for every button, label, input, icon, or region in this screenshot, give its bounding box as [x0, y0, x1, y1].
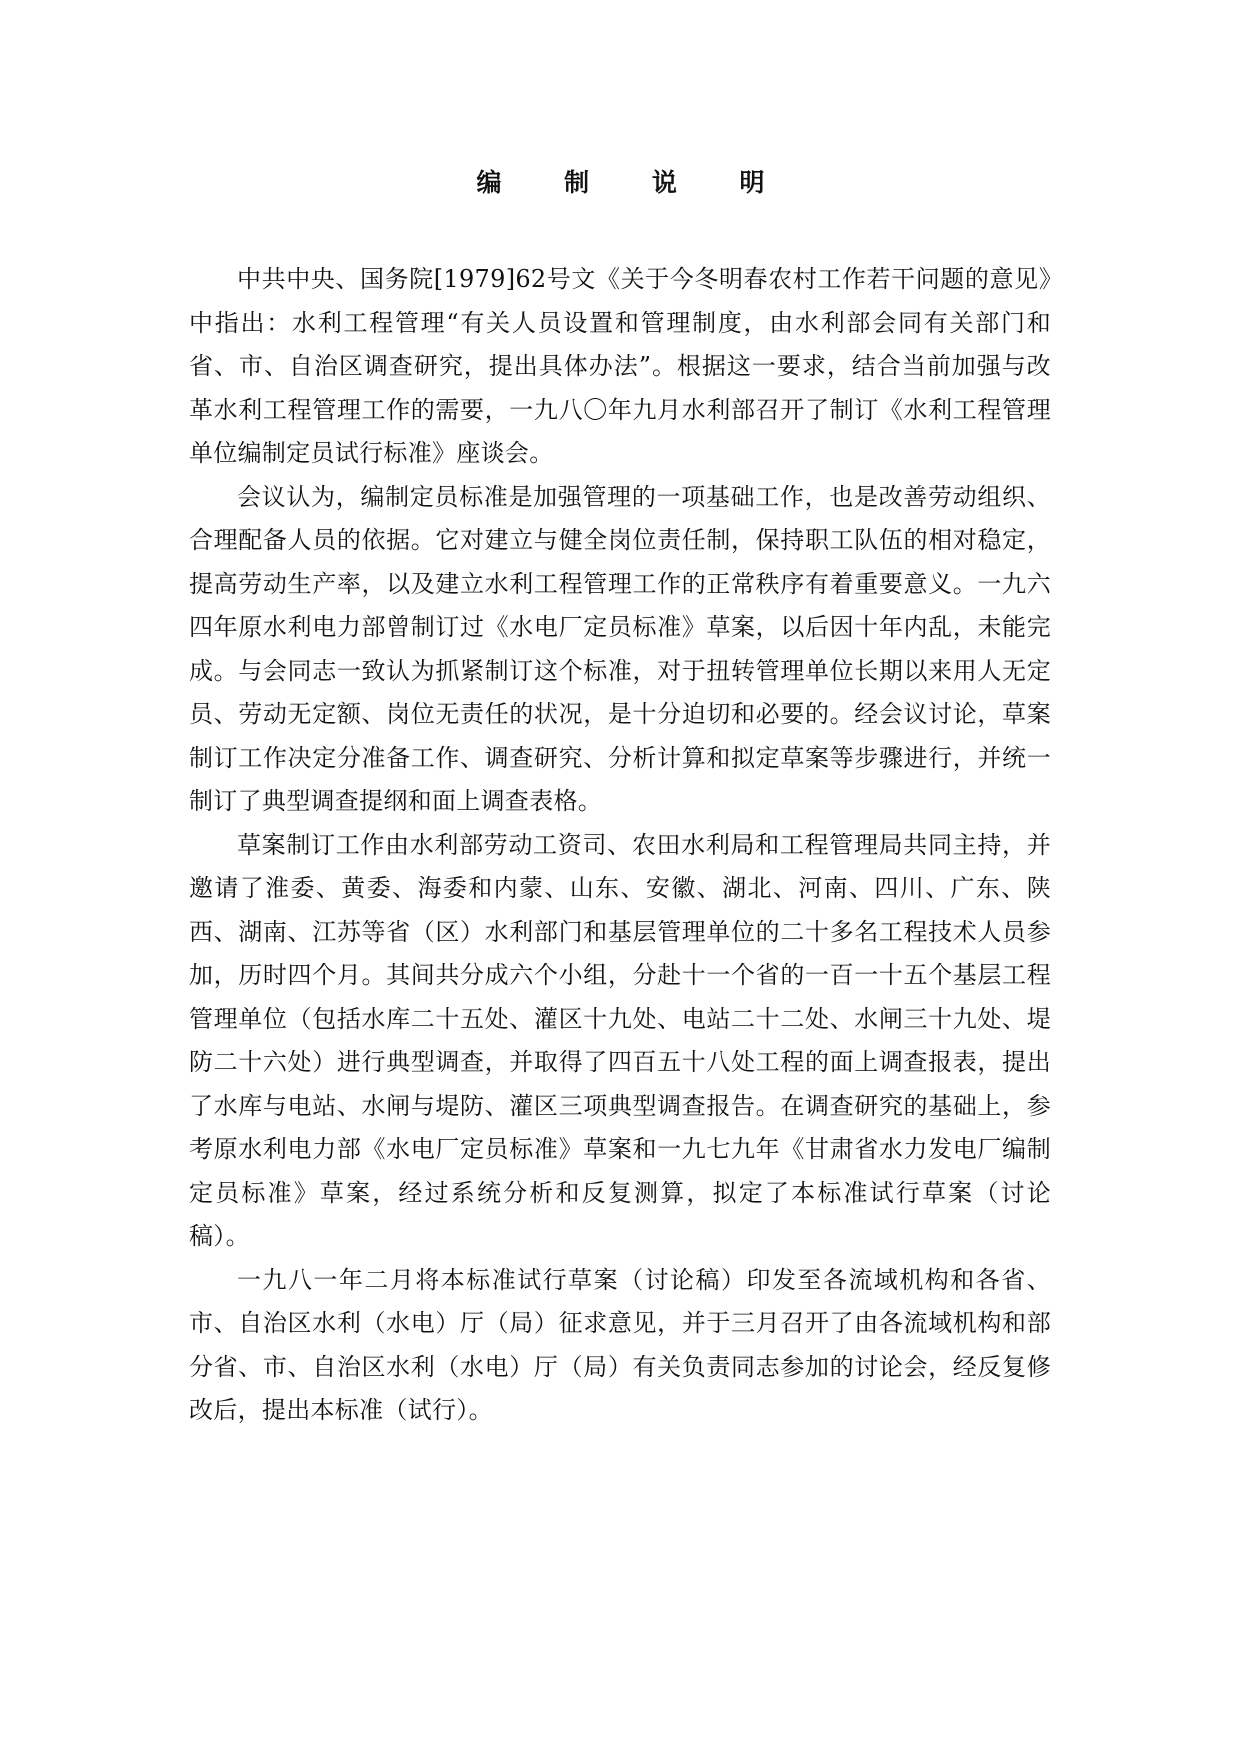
paragraph: 一九八一年二月将本标准试行草案（讨论稿）印发至各流域机构和各省、市、自治区水利（水电）厅（局）征求意见，并于三月召开了由各流域机构和部分省、市、自治区水利（水电）厅（局）有关负责同志参加的讨论会，经反复修改后，提出本标准（试行）。 — [189, 1265, 1051, 1424]
paragraph: 草案制订工作由水利部劳动工资司、农田水利局和工程管理局共同主持，并邀请了淮委、黄委、海委和内蒙、山东、安徽、湖北、河南、四川、广东、陕西、湖南、江苏等省（区）水利部门和基层管理单位的二十多名工程技术人员参加，历时四个月。其间共分成六个小组，分赴十一个省的一百一十五个基层工程管理单位（包括水库二十五处、灌区十九处、电站二十二处、水闸三十九处、堤防二十六处）进行典型调查，并取得了四百五十八处工程的面上调查报表，提出了水库与电站、水闸与堤防、灌区三项典型调查报告。在调查研究的基础上，参考原水利电力部《水电厂定员标准》草案和一九七九年《甘肃省水力发电厂编制定员标准》草案，经过系统分析和反复测算，拟定了本标准试行草案（讨论稿）。 — [189, 830, 1051, 1250]
page-title: 编 制 说 明 — [476, 168, 792, 197]
paragraph: 中共中央、国务院[1979]62号文《关于今冬明春农村工作若干问题的意见》中指出：水利工程管理“有关人员设置和管理制度，由水利部会同有关部门和省、市、自治区调查研究，提出具体办法”。根据这一要求，结合当前加强与改革水利工程管理工作的需要，一九八〇年九月水利部召开了制订《水利工程管理单位编制定员试行标准》座谈会。 — [189, 265, 1051, 467]
paragraph: 会议认为，编制定员标准是加强管理的一项基础工作，也是改善劳动组织、合理配备人员的依据。它对建立与健全岗位责任制，保持职工队伍的相对稳定，提高劳动生产率，以及建立水利工程管理工作的正常秩序有着重要意义。一九六四年原水利电力部曾制订过《水电厂定员标准》草案，以后因十年内乱，未能完成。与会同志一致认为抓紧制订这个标准，对于扭转管理单位长期以来用人无定员、劳动无定额、岗位无责任的状况，是十分迫切和必要的。经会议讨论，草案制订工作决定分准备工作、调查研究、分析计算和拟定草案等步骤进行，并统一制订了典型调查提纲和面上调查表格。 — [189, 482, 1051, 815]
document-body — [189, 258, 1051, 1433]
